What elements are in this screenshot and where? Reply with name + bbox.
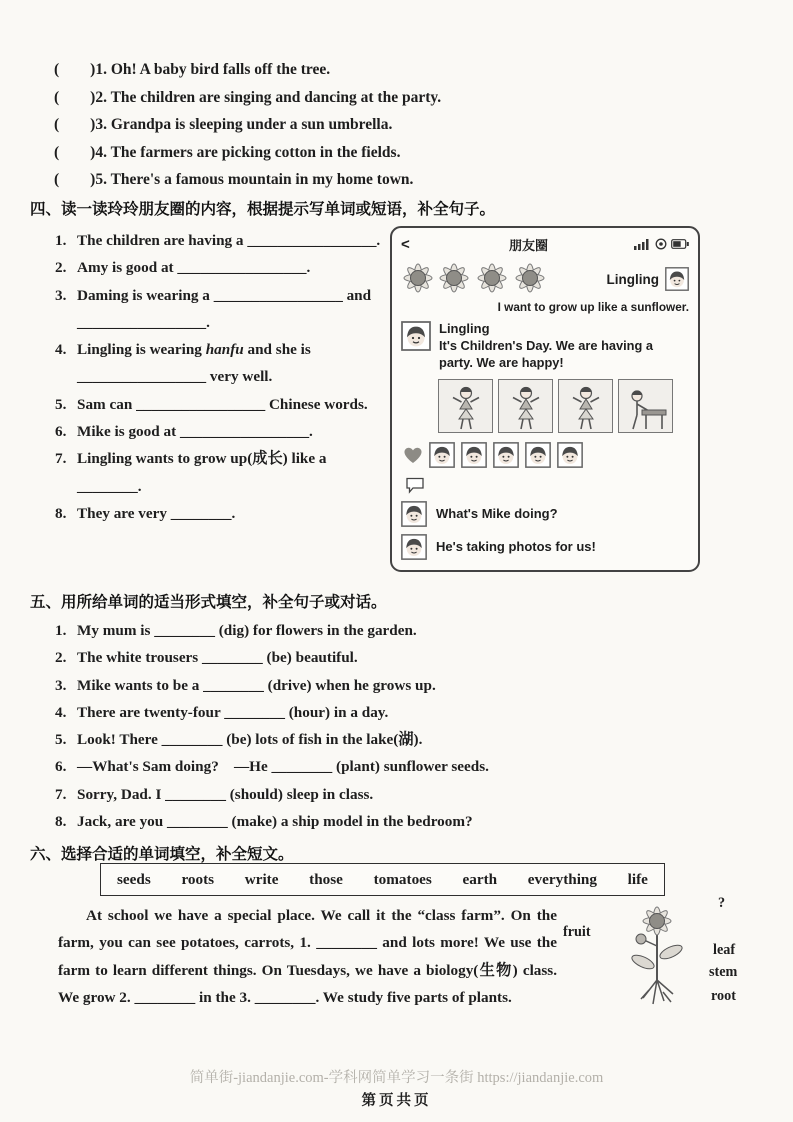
word-bank-word: those [309, 870, 343, 888]
avatar [401, 321, 431, 351]
question-text: Oh! A baby bird falls off the tree. [110, 61, 331, 78]
word-bank-word: tomatoes [373, 870, 432, 888]
word-bank-word: everything [527, 870, 597, 888]
signal-icon [634, 239, 651, 250]
true-false-section [54, 56, 754, 194]
avatar [401, 534, 427, 560]
phone-header [401, 235, 689, 253]
word-bank-word: life [627, 870, 648, 888]
plant-label-leaf: leaf [713, 942, 736, 958]
question-text: There are twenty-four ________ (hour) in a day. [77, 703, 389, 721]
plant-drawing [601, 904, 713, 1008]
question-number: 3. [95, 116, 107, 134]
child-at-table-figure [622, 388, 670, 432]
comment-item [401, 501, 689, 527]
question-number: 4. [55, 703, 67, 721]
list-item [55, 753, 765, 780]
list-item [55, 699, 765, 726]
profile-name: Lingling [606, 271, 659, 287]
avatar [493, 442, 519, 468]
answer-paren: ( ) [54, 116, 96, 134]
moments-title: 朋友圈 [508, 237, 548, 253]
question-number: 4. [95, 143, 107, 161]
list-item [54, 84, 754, 112]
page-number-label: 第页共页 [361, 1093, 432, 1109]
question-text: The children are singing and dancing at the party. [110, 88, 442, 106]
comment-marker-row [405, 477, 689, 494]
question-number: 2. [55, 649, 67, 667]
answer-paren: ( ) [54, 171, 96, 189]
plant-diagram [563, 895, 758, 1006]
list-item [55, 500, 387, 527]
moments-post [401, 321, 689, 372]
question-text: The children are having a _________________. [77, 232, 381, 249]
italic-word: hanfu [205, 341, 244, 359]
speech-bubble-icon [405, 477, 425, 494]
list-item [54, 111, 754, 139]
battery-icon [671, 239, 689, 249]
sunflower-banner-photo [401, 257, 551, 299]
question-number: 3. [55, 286, 67, 304]
list-item [55, 282, 387, 337]
post-photos [438, 379, 689, 433]
question-number: 4. [55, 341, 67, 359]
word-bank-word: write [244, 870, 279, 888]
question-number: 7. [55, 785, 67, 803]
question-number: 5. [55, 731, 67, 749]
question-text: There's a famous mountain in my home town. [110, 171, 414, 189]
wechat-moments-mockup [390, 226, 700, 572]
answer-paren: ( ) [54, 143, 96, 161]
comment-text: He's taking photos for us! [436, 539, 596, 555]
avatar [429, 442, 455, 468]
question-text: Mike wants to be a ________ (drive) when he grows up. [77, 676, 436, 694]
question-text: Grandpa is sleeping under a sun umbrella. [110, 116, 393, 134]
word-bank-word: earth [462, 870, 498, 888]
heart-icon [403, 446, 423, 464]
question-number: 5. [95, 171, 107, 189]
question-text: The farmers are picking cotton in the fields. [110, 143, 401, 161]
section6-title: 六、选择合适的单词填空，补全短文。 [30, 846, 294, 863]
child-figure [446, 384, 486, 432]
list-item [54, 56, 754, 84]
list-item [55, 726, 765, 753]
child-figure [506, 384, 546, 432]
post-photo-3 [558, 379, 613, 433]
list-item [55, 672, 765, 699]
question-number: 1. [95, 61, 107, 78]
plant-label-stem: stem [709, 964, 738, 980]
question-number: 2. [95, 88, 107, 106]
status-icons [634, 238, 689, 250]
cover-banner [401, 257, 689, 299]
post-text: It's Children's Day. We are having a party. We are happy! [439, 338, 653, 371]
child-figure [566, 384, 606, 432]
list-item [54, 166, 754, 194]
profile-motto: I want to grow up like a sunflower. [497, 300, 689, 314]
question-number: 3. [55, 676, 67, 694]
question-number: 8. [55, 504, 67, 522]
camera-icon [655, 238, 667, 250]
plant-label-root: root [711, 988, 736, 1004]
list-item [55, 644, 765, 671]
question-text: The white trousers ________ (be) beautiful. [77, 649, 358, 667]
avatar [525, 442, 551, 468]
section4-title: 四、读一读玲玲朋友圈的内容，根据提示写单词或短语，补全句子。 [30, 201, 496, 218]
question-number: 1. [55, 232, 67, 249]
question-number: 6. [55, 758, 67, 776]
cloze-passage-text: At school we have a special place. We call it the “class farm”. On the farm, you can see potatoes, carrots, 1. ________ and lots more! We use the farm to learn different things. On Tuesdays, we have a biology(生物) class. We grow 2. ________ in the 3. ________. We study five parts of plants. [58, 907, 557, 1007]
list-item [55, 418, 387, 445]
question-text: Daming is wearing a _________________ and _________________. [77, 286, 372, 331]
answer-paren: ( ) [54, 61, 96, 78]
profile-name-row [607, 267, 689, 291]
post-photo-2 [498, 379, 553, 433]
avatar [557, 442, 583, 468]
list-item [55, 808, 765, 835]
list-item [55, 781, 765, 808]
question-text: Jack, are you ________ (make) a ship model in the bedroom? [77, 813, 473, 831]
word-bank-box [100, 863, 665, 896]
plant-label-flower: ? [718, 895, 726, 911]
list-item [55, 336, 387, 391]
post-author: Lingling [439, 321, 490, 336]
question-text: Sam can _________________ Chinese words. [77, 395, 368, 413]
comment-text: What's Mike doing? [436, 506, 558, 522]
question-text: —What's Sam doing? —He ________ (plant) sunflower seeds. [77, 758, 489, 776]
list-item [55, 617, 765, 644]
list-item [55, 391, 387, 418]
cloze-passage-section [58, 895, 758, 1012]
comment-item [401, 534, 689, 560]
question-text: Lingling is wearing hanfu and she is _________________ very well. [77, 341, 311, 386]
list-item [55, 445, 387, 500]
avatar [401, 501, 427, 527]
question-number: 8. [55, 813, 67, 831]
likes-row [403, 442, 689, 468]
question-text: Mike is good at _________________. [77, 423, 313, 441]
watermark-text: 简单街-jiandanjie.com-学科网简单学习一条街 https://jiandanjie.com [189, 1070, 604, 1086]
avatar [665, 267, 689, 291]
list-item [55, 227, 387, 254]
question-text: They are very ________. [77, 504, 236, 522]
avatar [461, 442, 487, 468]
section4-questions [55, 227, 387, 527]
question-text: Lingling wants to grow up(成长) like a ________. [77, 450, 327, 495]
question-number: 1. [55, 622, 67, 639]
plant-label-fruit: fruit [563, 924, 591, 940]
question-text: Amy is good at _________________. [77, 259, 311, 277]
question-text: Look! There ________ (be) lots of fish in the lake(湖). [77, 731, 423, 749]
back-chevron-icon: < [401, 235, 410, 253]
section5-title: 五、用所给单词的适当形式填空，补全句子或对话。 [30, 594, 387, 611]
answer-paren: ( ) [54, 88, 96, 106]
post-photo-4 [618, 379, 673, 433]
list-item [54, 139, 754, 167]
word-bank-word: roots [181, 870, 215, 888]
post-photo-1 [438, 379, 493, 433]
word-bank-word: seeds [117, 870, 151, 888]
section5-questions [55, 617, 765, 835]
question-number: 5. [55, 395, 67, 413]
question-number: 2. [55, 259, 67, 277]
question-text: Sorry, Dad. I ________ (should) sleep in class. [77, 785, 374, 803]
question-text: My mum is ________ (dig) for flowers in the garden. [77, 622, 417, 639]
question-number: 6. [55, 423, 67, 441]
post-body [439, 321, 657, 372]
question-number: 7. [55, 450, 67, 468]
list-item [55, 254, 387, 281]
